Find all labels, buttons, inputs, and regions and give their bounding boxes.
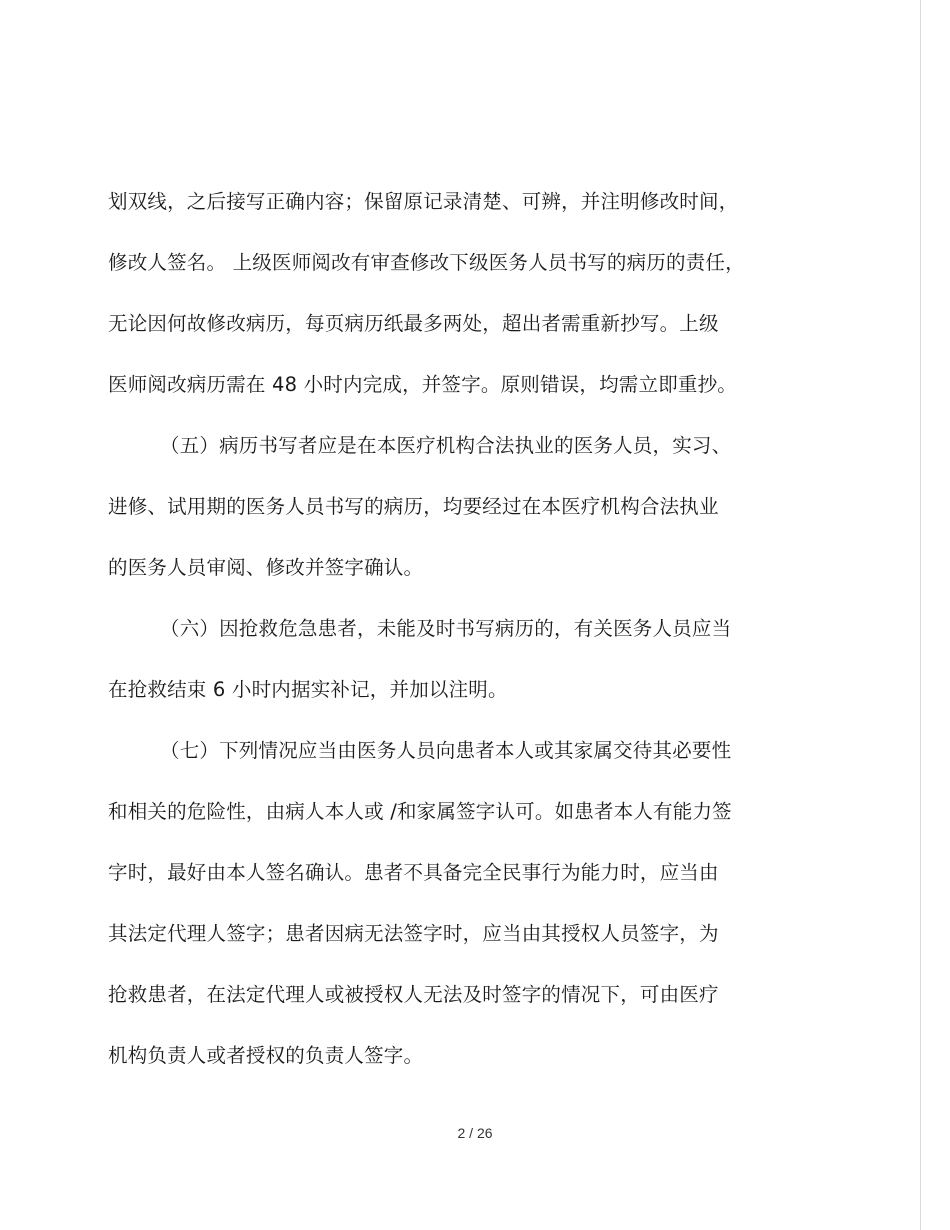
paragraph-7-line-1: （七）下列情况应当由医务人员向患者本人或其家属交待其必要性 <box>160 739 732 762</box>
text-line-9: 在抢救结束 6 小时内据实补记，并加以注明。 <box>108 678 508 701</box>
text-line-13: 其法定代理人签字；患者因病无法签字时，应当由其授权人员签字，为 <box>108 922 719 945</box>
text-line-15: 机构负责人或者授权的负责人签字。 <box>108 1044 424 1067</box>
page-edge-divider <box>920 0 921 1230</box>
text-line-1: 划双线，之后接写正确内容；保留原记录清楚、可辨，并注明修改时间， <box>108 190 739 213</box>
text-line-6: 进修、试用期的医务人员书写的病历，均要经过在本医疗机构合法执业 <box>108 495 719 518</box>
page-number: 2 / 26 <box>457 1125 493 1141</box>
text-line-7: 的医务人员审阅、修改并签字确认。 <box>108 556 424 579</box>
text-line-14: 抢救患者，在法定代理人或被授权人无法及时签字的情况下，可由医疗 <box>108 983 719 1006</box>
paragraph-6-line-1: （六）因抢救危急患者，未能及时书写病历的，有关医务人员应当 <box>160 617 732 640</box>
text-line-12: 字时，最好由本人签名确认。患者不具备完全民事行为能力时，应当由 <box>108 861 719 884</box>
text-line-4: 医师阅改病历需在 48 小时内完成，并签字。原则错误，均需立即重抄。 <box>108 373 738 396</box>
text-line-11: 和相关的危险性，由病人本人或 /和家属签字认可。如患者本人有能力签 <box>108 800 732 823</box>
paragraph-5-line-1: （五）病历书写者应是在本医疗机构合法执业的医务人员，实习、 <box>160 434 732 457</box>
text-line-3: 无论因何故修改病历，每页病历纸最多两处，超出者需重新抄写。上级 <box>108 312 719 335</box>
text-line-2: 修改人签名。 上级医师阅改有审查修改下级医务人员书写的病历的责任， <box>108 251 745 274</box>
